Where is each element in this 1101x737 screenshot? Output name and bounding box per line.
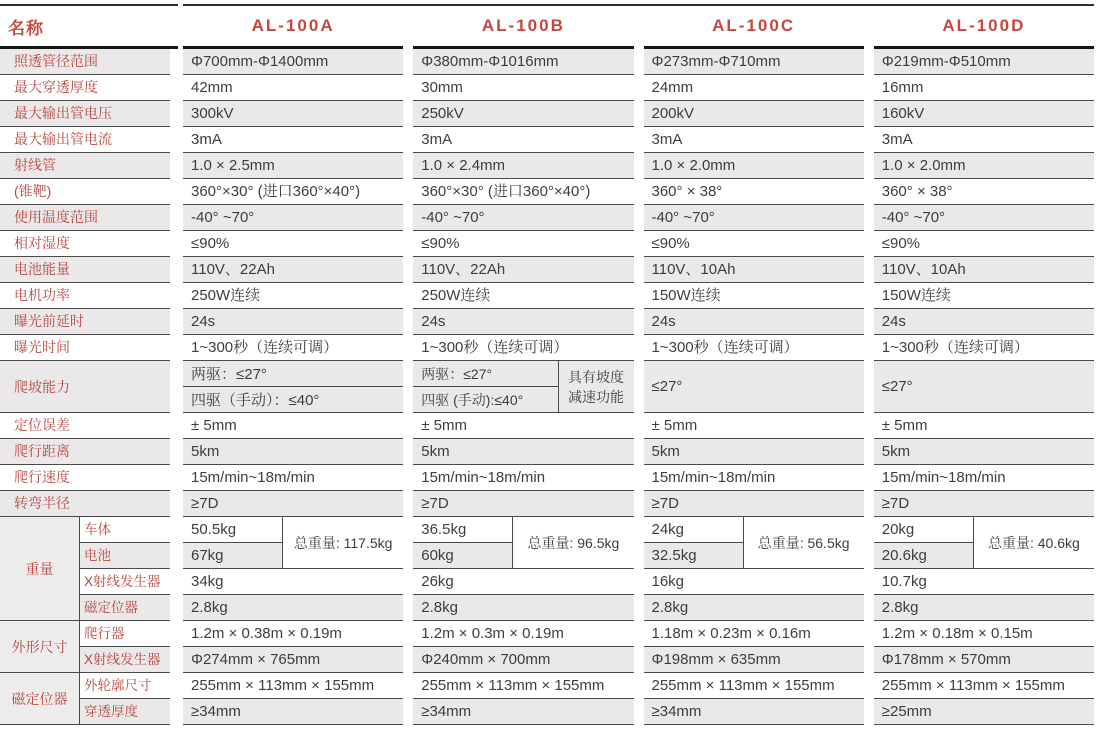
sub-label: 车体 (80, 517, 170, 543)
total-weight: 总重量: 96.5kg (513, 517, 633, 568)
group-label-dimensions: 外形尺寸 (0, 621, 80, 672)
spec-value: 110V、10Ah (874, 257, 1094, 283)
spec-value: 3mA (183, 127, 403, 153)
spec-value: 1.2m × 0.18m × 0.15m (874, 621, 1094, 647)
spec-value: 1.0 × 2.0mm (644, 153, 864, 179)
spec-value: 24s (874, 309, 1094, 335)
spec-value: 360°×30° (进口360°×40°) (413, 179, 633, 205)
spec-value: Φ700mm-Φ1400mm (183, 49, 403, 75)
climb-cell: ≤27° (874, 361, 1094, 413)
weight-body: 24kg (644, 517, 743, 543)
spec-value: ≥7D (413, 491, 633, 517)
spec-value: 200kV (644, 101, 864, 127)
spec-data-area (183, 4, 1094, 737)
column-header: AL-100A (251, 16, 335, 35)
spec-value: 24s (183, 309, 403, 335)
spec-value: -40° ~70° (413, 205, 633, 231)
spec-value: 10.7kg (874, 569, 1094, 595)
spec-value: 5km (874, 439, 1094, 465)
spec-value: Φ219mm-Φ510mm (874, 49, 1094, 75)
sub-label: 爬行器 (80, 621, 170, 647)
spec-value: ≤90% (644, 231, 864, 257)
group-label-locator: 磁定位器 (0, 673, 80, 724)
spec-value: Φ380mm-Φ1016mm (413, 49, 633, 75)
weight-body: 50.5kg (183, 517, 282, 543)
row-label: 射线管 (0, 153, 170, 179)
spec-value: ≥34mm (413, 699, 633, 725)
row-label: 最大穿透厚度 (0, 75, 170, 101)
climb-cell (183, 361, 403, 413)
spec-value: 2.8kg (413, 595, 633, 621)
spec-value: 250kV (413, 101, 633, 127)
spec-value: 255mm × 113mm × 155mm (183, 673, 403, 699)
spec-value: 1.0 × 2.5mm (183, 153, 403, 179)
note-line: 减速功能 (568, 388, 625, 405)
spec-value: 110V、22Ah (413, 257, 633, 283)
row-label: 转弯半径 (0, 491, 170, 517)
sub-label: X射线发生器 (80, 647, 170, 672)
spec-value: ≥7D (644, 491, 864, 517)
spec-value: -40° ~70° (183, 205, 403, 231)
spec-value: 255mm × 113mm × 155mm (874, 673, 1094, 699)
spec-value: 15m/min~18m/min (183, 465, 403, 491)
spec-value: 150W连续 (644, 283, 864, 309)
spec-value: 2.8kg (183, 595, 403, 621)
locator-group-labels (0, 673, 170, 725)
spec-value: -40° ~70° (644, 205, 864, 231)
spec-value: 110V、22Ah (183, 257, 403, 283)
weight-cell (413, 517, 633, 569)
spec-value: ≥34mm (183, 699, 403, 725)
total-weight: 总重量: 117.5kg (283, 517, 403, 568)
spec-value: ± 5mm (413, 413, 633, 439)
sub-label: 磁定位器 (80, 595, 170, 620)
column-header: AL-100C (712, 16, 796, 35)
row-label: 曝光前延时 (0, 309, 170, 335)
spec-value: 42mm (183, 75, 403, 101)
row-label: 爬行速度 (0, 465, 170, 491)
spec-value: 300kV (183, 101, 403, 127)
spec-value: Φ274mm × 765mm (183, 647, 403, 673)
climb-four-drive: 四驱 (手动):≤40° (421, 391, 524, 408)
column-al-100a (183, 6, 403, 725)
spec-value: 360° × 38° (644, 179, 864, 205)
spec-value: 1~300秒（连续可调） (644, 335, 864, 361)
spec-value: 15m/min~18m/min (644, 465, 864, 491)
spec-value: ± 5mm (874, 413, 1094, 439)
spec-value: 110V、10Ah (644, 257, 864, 283)
spec-value: ≥7D (874, 491, 1094, 517)
column-al-100d (874, 6, 1094, 725)
weight-body: 20kg (874, 517, 973, 543)
spec-value: 1.0 × 2.4mm (413, 153, 633, 179)
spec-value: 1~300秒（连续可调） (183, 335, 403, 361)
spec-value: ≥25mm (874, 699, 1094, 725)
spec-value: 15m/min~18m/min (413, 465, 633, 491)
spec-value: ≤90% (183, 231, 403, 257)
spec-value: ≥34mm (644, 699, 864, 725)
row-label: 电机功率 (0, 283, 170, 309)
sub-label: 外轮廓尺寸 (80, 673, 170, 699)
climb-cell: ≤27° (644, 361, 864, 413)
spec-value: 24mm (644, 75, 864, 101)
row-label: 相对湿度 (0, 231, 170, 257)
spec-value: Φ240mm × 700mm (413, 647, 633, 673)
weight-cell (183, 517, 403, 569)
weight-body: 36.5kg (413, 517, 512, 543)
spec-value: ± 5mm (644, 413, 864, 439)
row-label: 最大输出管电压 (0, 101, 170, 127)
weight-battery: 60kg (413, 543, 512, 568)
spec-value: 2.8kg (644, 595, 864, 621)
spec-value: Φ178mm × 570mm (874, 647, 1094, 673)
weight-battery: 20.6kg (874, 543, 973, 568)
row-label: 定位误差 (0, 413, 170, 439)
spec-value: 255mm × 113mm × 155mm (413, 673, 633, 699)
spec-value: 24s (413, 309, 633, 335)
sub-label: 电池 (80, 543, 170, 569)
climb-cell (413, 361, 633, 413)
weight-cell (644, 517, 864, 569)
climb-four-drive: 四驱（手动）：≤40° (191, 392, 320, 409)
spec-value: 16kg (644, 569, 864, 595)
spec-value: 24s (644, 309, 864, 335)
row-label: 爬行距离 (0, 439, 170, 465)
spec-value: 16mm (874, 75, 1094, 101)
spec-value: 1.0 × 2.0mm (874, 153, 1094, 179)
row-label: 使用温度范围 (0, 205, 170, 231)
row-label: 照透管径范围 (0, 49, 170, 75)
row-label: 电池能量 (0, 257, 170, 283)
spec-value: 2.8kg (874, 595, 1094, 621)
spec-value: 26kg (413, 569, 633, 595)
spec-value: ≥7D (183, 491, 403, 517)
climb-two-drive: 两驱：≤27° (183, 361, 403, 387)
weight-battery: 67kg (183, 543, 282, 568)
row-label-climb: 爬坡能力 (0, 361, 170, 413)
spec-value: Φ198mm × 635mm (644, 647, 864, 673)
spec-value: ≤90% (874, 231, 1094, 257)
climb-slope-note (559, 361, 634, 412)
sub-label: X射线发生器 (80, 569, 170, 595)
spec-value: 30mm (413, 75, 633, 101)
spec-value: ≤90% (413, 231, 633, 257)
sub-label: 穿透厚度 (80, 699, 170, 724)
spec-value: 360° × 38° (874, 179, 1094, 205)
total-weight: 总重量: 40.6kg (974, 517, 1094, 568)
spec-value: 3mA (644, 127, 864, 153)
spec-value: 1.2m × 0.38m × 0.19m (183, 621, 403, 647)
column-al-100b (413, 6, 633, 725)
spec-value: 255mm × 113mm × 155mm (644, 673, 864, 699)
spec-value: 5km (644, 439, 864, 465)
group-label-weight: 重量 (0, 517, 80, 620)
note-line: 具有坡度 (568, 368, 625, 385)
column-header: AL-100D (942, 16, 1026, 35)
spec-value: 250W连续 (413, 283, 633, 309)
spec-value: 160kV (874, 101, 1094, 127)
spec-value: ± 5mm (183, 413, 403, 439)
spec-value: 5km (183, 439, 403, 465)
weight-battery: 32.5kg (644, 543, 743, 568)
row-label: 最大输出管电流 (0, 127, 170, 153)
row-label: 曝光时间 (0, 335, 170, 361)
column-header: AL-100B (481, 16, 565, 35)
spec-value: 360°×30° (进口360°×40°) (183, 179, 403, 205)
weight-group-labels (0, 517, 170, 621)
spec-value: 250W连续 (183, 283, 403, 309)
spec-value: -40° ~70° (874, 205, 1094, 231)
spec-value: 3mA (874, 127, 1094, 153)
spec-value: 150W连续 (874, 283, 1094, 309)
spec-value: 1~300秒（连续可调） (874, 335, 1094, 361)
spec-value: Φ273mm-Φ710mm (644, 49, 864, 75)
dimension-group-labels (0, 621, 170, 673)
spec-value: 1.2m × 0.3m × 0.19m (413, 621, 633, 647)
spec-value: 34kg (183, 569, 403, 595)
spec-label-column (0, 4, 183, 737)
column-al-100c (644, 6, 864, 725)
weight-cell (874, 517, 1094, 569)
row-label: (锥靶) (0, 179, 170, 205)
spec-value: 15m/min~18m/min (874, 465, 1094, 491)
spec-value: 3mA (413, 127, 633, 153)
spec-value: 1.18m × 0.23m × 0.16m (644, 621, 864, 647)
total-weight: 总重量: 56.5kg (744, 517, 864, 568)
spec-value: 5km (413, 439, 633, 465)
name-header: 名称 (8, 18, 44, 38)
climb-two-drive: 两驱：≤27° (413, 361, 557, 387)
spec-value: 1~300秒（连续可调） (413, 335, 633, 361)
